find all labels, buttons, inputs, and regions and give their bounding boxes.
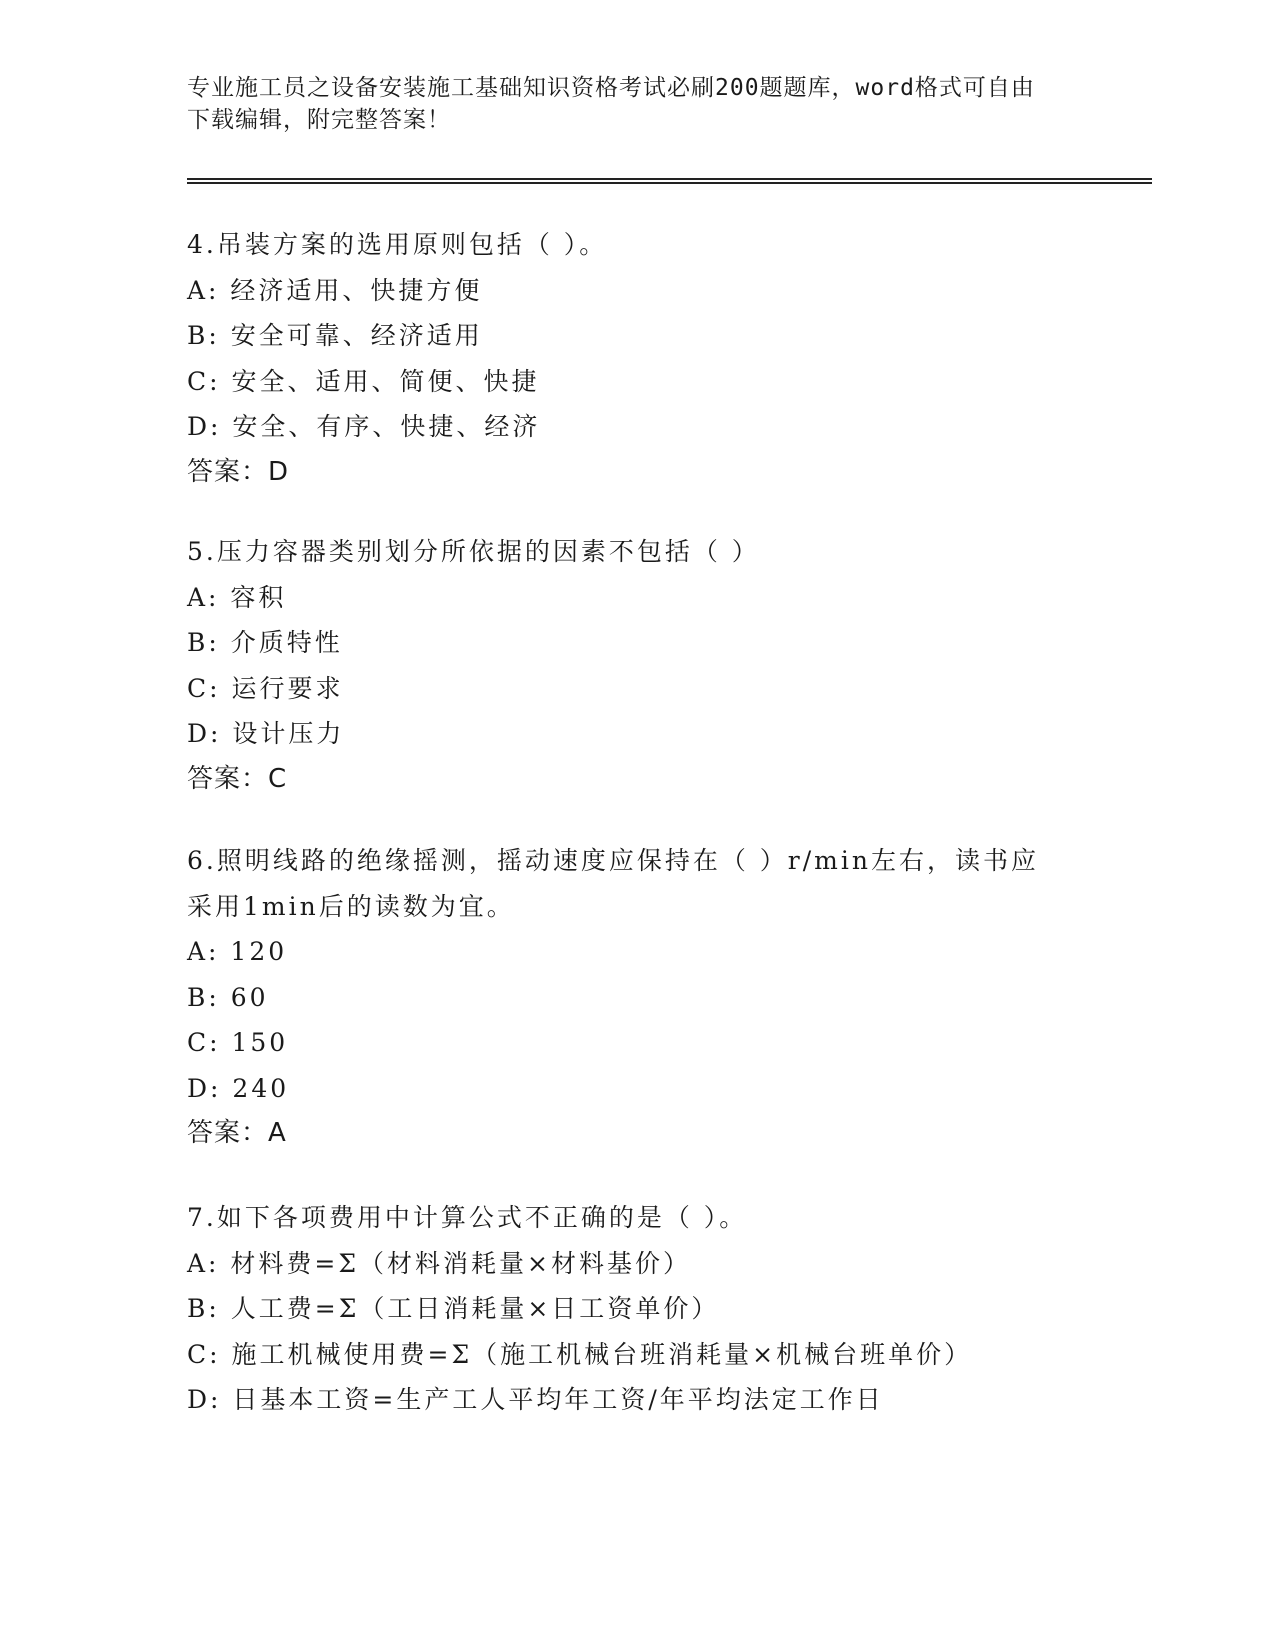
question-stem: 7.如下各项费用中计算公式不正确的是（ ）。 <box>187 1203 748 1232</box>
option-d: D: 日基本工资=生产工人平均年工资/年平均法定工作日 <box>187 1385 884 1414</box>
option-a: A: 容积 <box>187 582 287 612</box>
option-d: D: 240 <box>187 1073 290 1103</box>
option-b: B: 人工费=Σ（工日消耗量×日工资单价） <box>187 1294 720 1323</box>
option-b: B: 60 <box>187 982 269 1012</box>
answer-line: 答案：A <box>187 1118 287 1148</box>
option-b: B: 安全可靠、经济适用 <box>187 321 483 350</box>
answer-line: 答案：C <box>187 763 288 794</box>
option-c: C: 施工机械使用费=Σ（施工机械台班消耗量×机械台班单价） <box>187 1339 973 1369</box>
question-7 <box>187 1195 1067 1423</box>
option-a: A: 经济适用、快捷方便 <box>187 275 483 305</box>
question-stem: 5.压力容器类别划分所依据的因素不包括（ ） <box>187 537 760 566</box>
question-stem-line-1: 6.照明线路的绝缘摇测，摇动速度应保持在（ ）r/min左右，读书应 <box>187 846 1039 875</box>
question-stem: 4.吊装方案的选用原则包括（ ）。 <box>187 230 608 259</box>
option-d: D: 设计压力 <box>187 719 345 748</box>
option-c: C: 安全、适用、简便、快捷 <box>187 366 540 396</box>
double-rule-divider <box>187 178 1152 184</box>
option-c: C: 150 <box>187 1028 289 1057</box>
header-line-1: 专业施工员之设备安装施工基础知识资格考试必刷200题题库，word格式可自由 <box>187 75 1035 101</box>
question-5 <box>187 529 1067 802</box>
option-a: A: 120 <box>187 937 288 966</box>
option-b: B: 介质特性 <box>187 628 343 657</box>
question-stem-line-2: 采用1min后的读数为宜。 <box>187 891 515 921</box>
document-header <box>187 72 1057 136</box>
option-d: D: 安全、有序、快捷、经济 <box>187 412 541 441</box>
question-4 <box>187 222 1067 495</box>
option-a: A: 材料费=Σ（材料消耗量×材料基价） <box>187 1248 691 1278</box>
question-6 <box>187 838 1067 1157</box>
header-line-2: 下载编辑，附完整答案！ <box>187 107 451 133</box>
answer-line: 答案：D <box>187 456 290 487</box>
option-c: C: 运行要求 <box>187 673 344 703</box>
